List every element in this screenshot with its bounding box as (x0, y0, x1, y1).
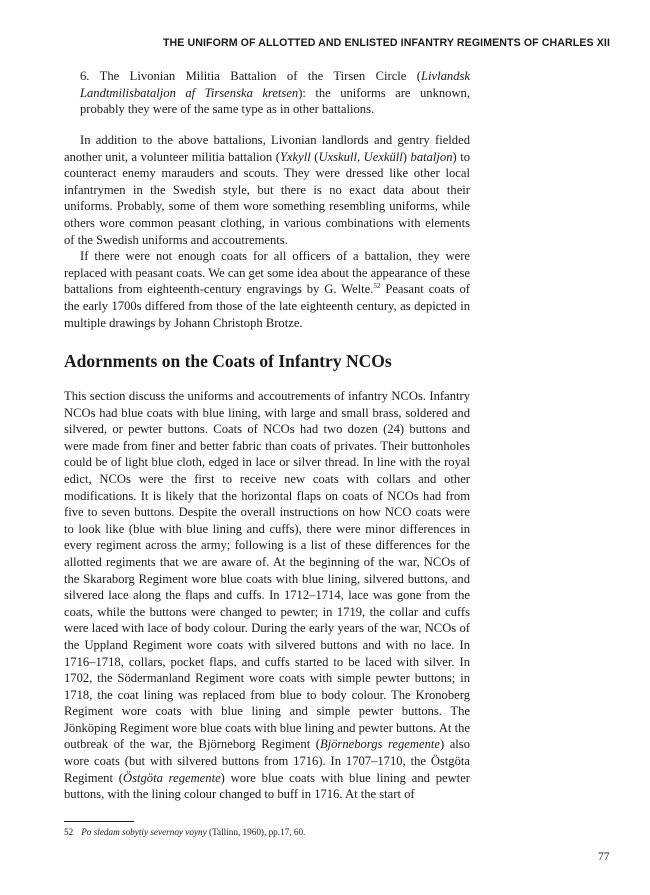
text-run: This section discuss the uniforms and accoutrements of infantry NCOs. Infantry NCOs had blue coats with blue lining, with large and small brass, soldered and silvered, or pewter buttons. Coats of NCOs had two dozen (24) buttons and were made from finer and better fabric than coats of privates. Their buttonholes could be of light blue cloth, edged in lace or silver thread. In line with the royal edict, NCOs were the first to receive new coats with collars and other modifications. It is likely that the horizontal flaps on coats of NCOs had from five to seven buttons. Despite the overall instructions on how NCO coats were to look like (blue with blue lining and cuffs), there were minor differences in every regiment across the army; following is a list of these differences for the allotted regiments that we are aware of. At the beginning of the war, NCOs of the Skaraborg Regiment wore blue coats with blue lining, silvered buttons, and silvered lace along the flaps and cuffs. In 1712–1714, lace was gone from the coats, while the buttons were changed to pewter; in 1719, the collar and cuffs were laced with lace of body colour. During the early years of the war, NCOs of the Uppland Regiment wore coats with silvered buttons and with no lace. In 1716–1718, collars, pocket flaps, and cuffs started to be laced with silver. In 1702, the Södermanland Regiment wore coats with simple pewter buttons; in 1718, the coat lining was replaced from blue to body colour. The Kronoberg Regiment wore coats with blue lining and simple pewter buttons. The Jönköping Regiment wore blue coats with blue lining and pewter buttons. At the outbreak of the war, the Björneborg Regiment ( (64, 389, 470, 752)
item-text: ): the uniforms are unknown, probably they were of the same type as in other battalions. (80, 85, 470, 117)
body-paragraph-ncos (64, 388, 470, 803)
italic-name: Livlandsk Landtmilisbataljon af Tirsenska kretsen (80, 69, 470, 100)
paragraph (64, 388, 470, 803)
text-run: ) wore blue coats with blue lining and pewter buttons, with the lining colour changed to buff in 1716. At the start of (64, 770, 471, 802)
page-number: 77 (598, 851, 610, 863)
body-paragraphs-livonian (64, 132, 470, 331)
text-run: ) to counteract enemy marauders and scouts. They were dressed like other local infantrymen in the Swedish style, but there is no exact data about their uniforms. Probably, some of them wore something resembling uniforms, while others wore common peasant clothing, in various combinations with elements of the Swedish uniforms and accoutrements. (64, 149, 471, 247)
item-text: 6. The Livonian Militia Battalion of the Tirsen Circle ( (80, 69, 422, 83)
text-run: If there were not enough coats for all officers of a battalion, they were replaced with peasant coats. We can get some idea about the appearance of these battalions from eighteenth-century engravings by G. Welte. (64, 249, 470, 297)
text-run: ) (402, 149, 411, 164)
footnote-number: 52 (64, 827, 74, 837)
text-run: ( (310, 149, 319, 164)
footnote-text: (Tallinn, 1960), pp.17, 60. (206, 827, 306, 837)
footnote-divider (64, 821, 134, 822)
italic-text: Uxskull, Uexküll (318, 149, 403, 164)
footnote-reference[interactable]: 52 (373, 282, 381, 291)
italic-text: Björneborgs regemente (319, 737, 440, 752)
paragraph (64, 248, 470, 331)
italic-text: bataljon (410, 149, 453, 164)
text-run: ) also wore coats (but with silvered buttons from 1716). In 1707–1710, the Östgöta Regiment ( (64, 737, 470, 785)
footnote-title: Po sledam sobytiy severnoy voyny (81, 827, 207, 837)
italic-text: Yxkyll (279, 149, 311, 164)
footnote (64, 826, 484, 838)
text-run: Peasant coats of the early 1700s differed from those of the late eighteenth century, as depicted in multiple drawings by Johann Christoph Brotze. (64, 282, 470, 330)
section-heading: Adornments on the Coats of Infantry NCOs (64, 351, 392, 371)
list-item-livonian-militia (80, 68, 470, 118)
italic-text: Östgöta regemente (122, 770, 221, 785)
text-run: In addition to the above battalions, Livonian landlords and gentry fielded another unit, a volunteer militia battalion ( (64, 133, 470, 164)
running-header: THE UNIFORM OF ALLOTTED AND ENLISTED INFANTRY REGIMENTS OF CHARLES XII (162, 37, 610, 49)
paragraph (64, 132, 470, 248)
